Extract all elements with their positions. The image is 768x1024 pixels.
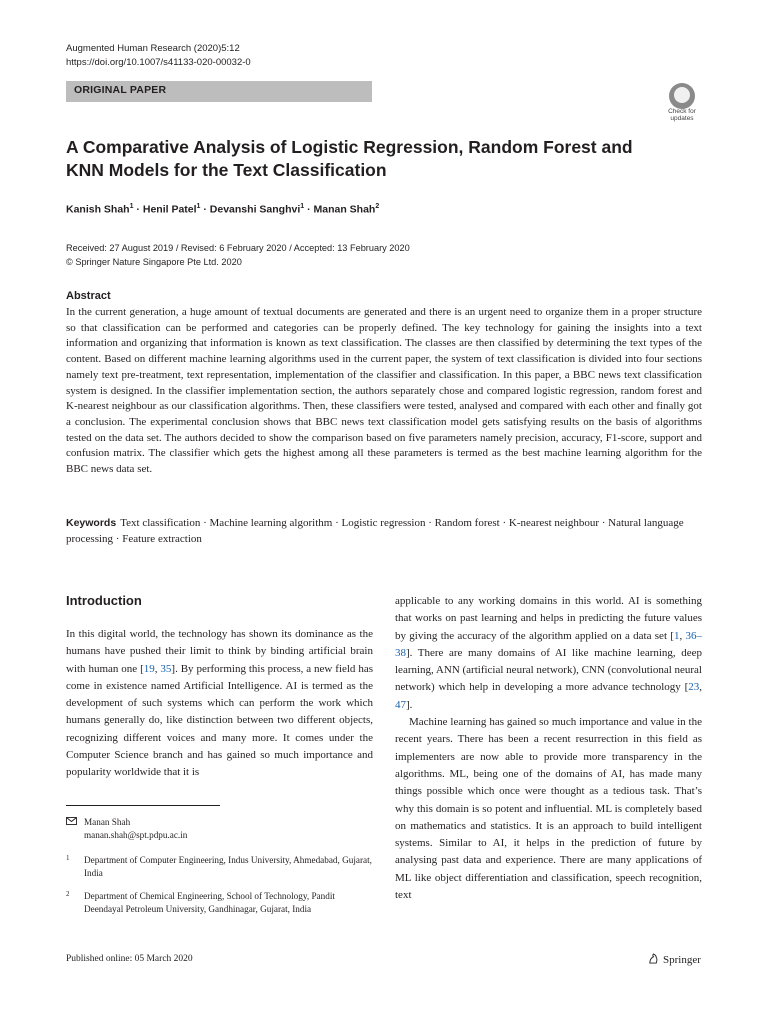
springer-horse-icon	[648, 953, 659, 964]
footnotes	[66, 816, 376, 916]
corresponding-author	[66, 816, 376, 842]
affiliation-number: 1	[66, 854, 70, 862]
article-history	[66, 241, 410, 269]
affiliation-2	[66, 890, 376, 916]
abstract-text: In the current generation, a huge amount of textual documents are generated and there is an urgent need to organize them in a proper structure so that classification can be performed and categories can be properly defined. The key technology for gaining the insights into a text information and organizing that information is known as text classification. The classes are then classified by determining the text types of the content. Based on different machine learning algorithms used in the current paper, the system of text classification is divided into four sections namely text pre-treatment, text representation, implementation of the classifier and classification. In this paper, a BBC news text classification system is designed. In the classifier implementation section, the authors separately chose and compared logistic regression, random forest and K-nearest neighbour as our classification algorithms. Then, these classifiers were tested, analysed and compared with each other and finally got a conclusion. The experimental conclusion shows that BBC news text classification model gets satisfying results on the basis of algorithms tested on the data set. The authors decided to show the comparison based on five parameters namely precision, accuracy, F1-score, support and confusion matrix. The classifier which gets the highest among all these parameters is termed as the best machine learning algorithm for the BBC news data set.	[66, 306, 702, 476]
intro-left-column	[66, 626, 373, 782]
publisher-mark	[648, 953, 701, 966]
citation-link[interactable]: 23	[688, 681, 700, 694]
check-for-updates-badge[interactable]	[663, 83, 701, 123]
author-affiliation-mark: 1	[300, 203, 305, 210]
author-list: Kanish Shah$^1$ · Henil Patel$^1$ · Devanshi Sanghvi$^1$ · Manan Shah$^2$	[66, 203, 380, 216]
citation-link[interactable]: 19	[143, 662, 155, 675]
keywords-block	[66, 516, 702, 547]
doi-link[interactable]: https://doi.org/10.1007/s41133-020-00032-0	[66, 57, 251, 68]
affiliation-number: 2	[66, 890, 70, 898]
text-run: ,	[699, 681, 702, 694]
intro-paragraph	[395, 593, 702, 714]
contact-name: Manan Shah	[84, 817, 131, 827]
keywords-list: Text classification · Machine learning algorithm · Logistic regression · Random forest · K-nearest neighbour · Natural language processing · Feature extraction	[66, 517, 684, 545]
copyright-line: © Springer Nature Singapore Pte Ltd. 2020	[66, 257, 242, 267]
author-affiliation-mark: 1	[196, 203, 201, 210]
affiliation-text: Department of Computer Engineering, Indus University, Ahmedabad, Gujarat, India	[84, 855, 372, 878]
check-updates-label: Check for updates	[668, 108, 696, 122]
text-run: applicable to any working domains in this world. AI is something that works on past learning and helps in predicting the future values by giving the accuracy of the algorithm applied on a data set [	[395, 595, 702, 642]
citation-link[interactable]: 1	[673, 629, 680, 642]
citation-link[interactable]: 47	[395, 698, 406, 711]
paper-title: A Comparative Analysis of Logistic Regression, Random Forest and KNN Models for the Text Classification	[66, 137, 633, 180]
abstract-heading: Abstract	[66, 290, 111, 302]
affiliation-1	[66, 854, 376, 880]
article-type-label: ORIGINAL PAPER	[74, 84, 167, 96]
published-online: Published online: 05 March 2020	[66, 954, 193, 964]
author-name[interactable]: Manan Shah	[313, 203, 376, 216]
citation-link[interactable]: 35	[160, 662, 172, 675]
affiliation-text: Department of Chemical Engineering, School of Technology, Pandit Deendayal Petroleum University, Gandhinagar, Gujarat, India	[84, 891, 335, 914]
journal-citation: Augmented Human Research (2020)5:12	[66, 43, 240, 54]
journal-header	[66, 42, 251, 70]
text-run: ,	[679, 629, 686, 642]
author-name[interactable]: Henil Patel	[142, 203, 197, 216]
introduction-heading: Introduction	[66, 593, 142, 608]
text-run: ].	[406, 698, 413, 711]
received-dates: Received: 27 August 2019 / Revised: 6 February 2020 / Accepted: 13 February 2020	[66, 243, 410, 253]
text-run: ]. By performing this process, a new field has come in existence named Artificial Intelligence. AI is termed as the development of such systems which can perform the work which humans generally do, like distinction between two different objects, recognizing different voices and many more. It comes under the Computer Science branch and has gained so much importance and popularity worldwide that it is	[66, 662, 373, 779]
author-affiliation-mark: 1	[129, 203, 134, 210]
text-run: In this digital world, the technology has shown its dominance as the humans have pushed their limit to think by binding artificial brain with human one [	[66, 628, 373, 675]
footnote-divider	[66, 805, 220, 806]
contact-email[interactable]: manan.shah@spt.pdpu.ac.in	[84, 830, 188, 840]
citation-link[interactable]: 36–38	[395, 629, 702, 659]
text-run: ]. There are many domains of AI like machine learning, deep learning, ANN (artificial neural network), CNN (convolutional neural network) which help in developing a more advance technology [	[395, 646, 702, 694]
bookmark-icon	[674, 87, 690, 103]
author-name[interactable]: Devanshi Sanghvi	[209, 203, 301, 216]
text-run: ,	[154, 662, 161, 675]
author-affiliation-mark: 2	[375, 203, 380, 210]
publisher-name: Springer	[663, 954, 701, 966]
keywords-label: Keywords	[66, 517, 117, 529]
intro-right-column	[395, 593, 702, 904]
intro-paragraph: Machine learning has gained so much importance and value in the recent years. There has been a recent resurrection in this field as implementers are now able to provide more transparency in the algorithms. ML, being one of the domains of AI, has made many things possible which once were thought as a tedious task. That’s why this domain is so potent and influential. ML is completely based on mathematics and statistics. It is an approach to build intelligent systems. Similar to AI, it helps in the prediction of future by analysing past data and experience. There are many applications of ML like object differentiation and classification, speech recognition, text	[395, 716, 702, 902]
envelope-icon	[66, 816, 77, 829]
author-name[interactable]: Kanish Shah	[66, 203, 130, 216]
